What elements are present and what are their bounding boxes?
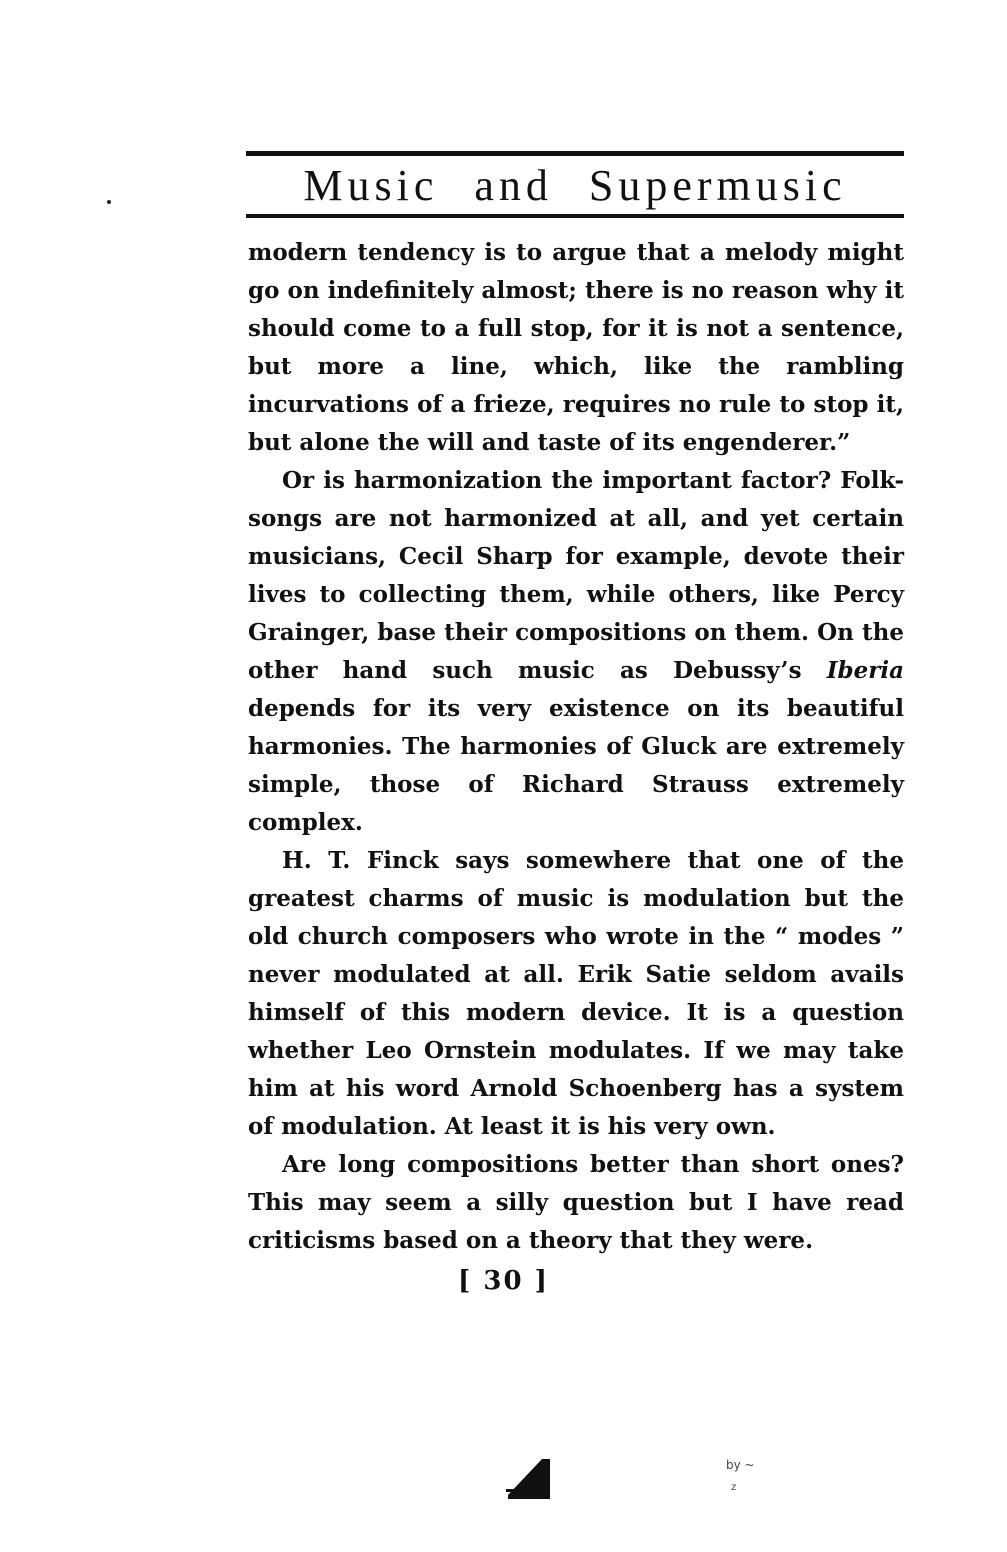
page-number: [ 30 ]	[458, 1266, 549, 1296]
running-title: Music and Supermusic	[303, 161, 847, 210]
iberia-title: Iberia	[826, 657, 904, 684]
paragraph-2	[248, 462, 904, 842]
stray-dot	[107, 200, 111, 204]
paragraph-2-part-1: Or is harmonization the important factor? Folk-songs are not harmonized at all, and yet certain musicians, Cecil Sharp for example, devote their lives to collecting them, while others, like Percy Grainger, base their compositions on them. On the other hand such music as Debussy’s	[248, 467, 904, 684]
header-rule-top	[246, 151, 904, 156]
paragraph-4: Are long compositions better than short ones? This may seem a silly question but I have read criticisms based on a theory that they were.	[248, 1151, 904, 1254]
paragraph-3: H. T. Finck says somewhere that one of the greatest charms of music is modulation but the old church composers who wrote in the “ modes ” never modulated at all. Erik Satie seldom avails himself of this modern device. It is a question whether Leo Ornstein modulates. If we may take him at his word Arnold Schoenberg has a system of modulation. At least it is his very own.	[248, 847, 904, 1140]
scan-mark-icon	[506, 1455, 552, 1501]
paragraph-1: modern tendency is to argue that a melody might go on indefinitely almost; there is no reason why it should come to a full stop, for it is not a sentence, but more a line, which, like the rambling incurvations of a frieze, requires no rule to stop it, but alone the will and taste of its engenderer.”	[248, 239, 904, 456]
scan-attribution-mark-icon: ~	[744, 1458, 755, 1472]
paragraph-2-part-2: depends for its very existence on its beautiful harmonies. The harmonies of Gluck are extremely simple, those of Richard Strauss extremely complex.	[248, 695, 904, 836]
scan-attribution-text: by	[726, 1458, 741, 1472]
tiny-mark: z	[731, 1482, 737, 1493]
header-rule-bottom	[246, 214, 904, 218]
body-text	[248, 234, 904, 1260]
scan-attribution	[726, 1458, 755, 1472]
